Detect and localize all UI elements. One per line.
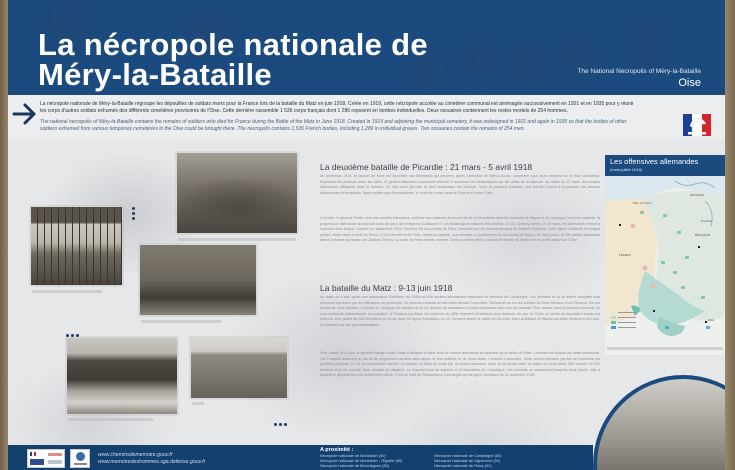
- map-caption: [607, 347, 723, 350]
- photo-ruined-staircase: [30, 206, 123, 286]
- map-german-offensives: [605, 155, 725, 355]
- section-paragraph: Au printemps 1918, le rapport de force est favorable aux Allemands qui peuvent, après l'armistice de Brest-Litovsk, concentrer tous leurs moyens sur le front occidental. Exploitant les divisions entre les Alliés, le général allemand Ludendorff cherche à repousser les Britanniques sur les côtes de la Manche. Au matin du 21 mars, les troupes allemandes attaquent dans la Somme. En une seule journée, le front britannique est enfoncé. Sous la pression ennemie, une brèche s'ouvre à la jonction des armées britanniques et françaises. Après quatre ans d'immobilisme, le front est rompu dans la Somme et dans l'Oise.: [320, 174, 600, 195]
- photo-caption: [141, 320, 221, 323]
- photo-battlefield: [190, 337, 288, 399]
- footer-bar: [8, 445, 593, 470]
- section-paragraph: À la hâte, le général Pétain, chef des armées françaises, mobilise ses réserves et envoie les 3e et 5e armées dans les secteurs de Noyon et de Lassigny. Les jours suivants, la progression allemande se poursuit sous les yeux de l'empereur Guillaume II. Les Britanniques refluent vers Amiens. Le 24, Chauny tombe. Le 25 mars, les Allemands entrent à nouveau dans Noyon. Comme en septembre 1914, l'ennemi est aux portes de Paris, menacée par les bombardements du Pariser Kanonen. Cette pièce d'artillerie de longue portée, située dans la forêt de Pinon, à 120 kilomètres de Paris, atteint la capitale. Les combats se poursuivent au sud-ouest de Noyon. En deux jours, la VIIe armée allemande atteint la Marne au niveau de Château-Thierry. La route de Paris semble ouverte. Dans un ultime effort, Ludendorff décide de porter une nouvelle action sur l'Oise.: [320, 216, 600, 243]
- title-line-2: Méry-la-Bataille: [38, 57, 272, 92]
- map-graphic: [605, 176, 725, 346]
- panel-frame-right: [725, 0, 735, 470]
- link-memoire-des-hommes[interactable]: www.memoiredeshommes.sga.defense.gouv.fr: [98, 459, 206, 465]
- map-subtitle: (mars-juillet 1918): [610, 167, 643, 172]
- more-dots-icon: [66, 324, 81, 328]
- department-label: Oise: [678, 77, 701, 89]
- header-banner: [8, 0, 725, 95]
- photo-soldiers-group: [176, 152, 298, 234]
- section-title-picardie: La deuxième bataille de Picardie : 21 mars - 5 avril 1918: [320, 162, 533, 172]
- intro-band: [8, 95, 725, 140]
- photo-stone-building: [139, 244, 257, 316]
- photo-caption: [178, 238, 296, 241]
- onac-vg-logo: [70, 449, 90, 468]
- page-title: [38, 27, 428, 92]
- section-title-matz: La bataille du Matz : 9-13 juin 1918: [320, 283, 453, 293]
- photo-caption: [192, 402, 204, 405]
- nearby-necropolis-item: Nécropole nationale de Montdidier - l'Égalité (80): [320, 459, 403, 463]
- link-chemins-de-memoire[interactable]: www.cheminsdememoire.gouv.fr: [98, 452, 173, 458]
- section-paragraph: Au matin du 9 juin, après une préparation d'artillerie, les XVIIIe et VIIe armées allemandes s'élancent en direction de Compiègne. Les hommes de la 3e armée française sont durement éprouvés par les offensives du printemps. De violents combats se déroulent devant Courcelles, Thiescourt ou sur les collines du Mont-Renaud et du Piémont. Sur les pentes de cette dernière, à l'ouest de Lassigny, les troupes de la 1re division de cuirassiers à pieds repoussent avec brio les assauts. Pour autant, sous la pression ennemie, ils sont contraints d'abandonner leur position. À Ressons-sur-Matz, les hommes du 289e régiment d'infanterie sont décimés. Au soir du 9 juin, le centre du dispositif français est enfoncé. Une poche de huit kilomètres se forme dans les lignes françaises. Le 10, l'ennemi atteint la vallée de l'Aronde. Méry-la-Bataille et Marest-sur-Matz tombent à leur tour. La situation est des plus dramatiques.: [320, 295, 600, 327]
- nearby-necropolis-item: Nécropole nationale de Vignemont (60): [434, 459, 500, 463]
- subtitle-english: The National Necropolis of Méry-la-Bataille: [577, 68, 701, 75]
- svg-text:PAYS-BAS: PAYS-BAS: [690, 193, 705, 197]
- nearby-necropolis-item: Nécropole nationale de Beuvraignes (80): [320, 464, 390, 468]
- more-dots-icon: [274, 413, 289, 417]
- svg-text:BELGIQUE: BELGIQUE: [695, 233, 711, 237]
- information-panel: [8, 0, 725, 470]
- photo-caption: [32, 290, 102, 293]
- intro-text-french: La nécropole nationale de Méry-la-Bataille regroupe les dépouilles de soldats morts pour la France lors de la bataille du Matz en juin 1918. Créée en 1919, cette nécropole accolée au cimetière communal est aménagée successivement en 1921 et en 1935 pour y réunir les corps d'autres soldats exhumés des différents cimetières provisoires de l'Oise. Cette dernière rassemble 1 536 corps français dont 1 286 reposent en tombes individuelles. Deux ossuaires contiennent les restes mortels de 254 hommes.: [40, 101, 634, 114]
- nearby-title: A proximité :: [320, 447, 354, 453]
- title-line-1: La nécropole nationale de: [38, 27, 428, 62]
- map-header: [605, 155, 725, 176]
- svg-text:Paris: Paris: [708, 319, 714, 322]
- photo-soldiers-road: [66, 337, 178, 415]
- intro-text-english: The national necropolis of Méry-la-Bataille contains the remains of soldiers who died for France during the Battle of the Matz in June 1918. Created in 1919 and adjoining the municipal cemetery, it was redesigned in 1921 and again in 1935 so that the bodies of other soldiers exhumed from various temporary cemeteries in the Oise could be brought there. The necropolis contains 1,536 French bodies, including 1,286 in individual graves. Two ossuaries contain the remains of 254 men.: [40, 119, 627, 132]
- republique-francaise-sga-logo: [27, 449, 65, 468]
- nearby-necropolis-item: Nécropole nationale de Roiny (60): [434, 464, 492, 468]
- map-title: Les offensives allemandes: [610, 157, 699, 166]
- photo-caption: [68, 418, 153, 421]
- panel-frame-left: [0, 0, 8, 470]
- arrow-right-icon: [12, 101, 38, 127]
- nearby-necropolis-item: Nécropole nationale de Montdidier (80): [320, 454, 386, 458]
- svg-text:Mer du Nord: Mer du Nord: [633, 201, 652, 205]
- svg-text:FRANCE: FRANCE: [619, 253, 631, 257]
- onac-flag-logo-icon: [680, 112, 714, 140]
- svg-text:Bruxelles: Bruxelles: [701, 220, 713, 223]
- nearby-necropolis-item: Nécropole nationale de Compiègne (60): [434, 454, 502, 458]
- section-paragraph: Pour autant, le 11 juin, le général Mangin reçoit l'ordre d'attaquer le flanc droit de l'armée allemande en direction de la vallée du Matz. L'ennemi est surpris par cette manœuvre. Les Français avancent si vite qu'ils progressent au-delà sans appui de leur artillerie et de leurs chars. L'ennemi s'accroche. Cette contre-offensive permet de reprendre les positions perdues. Le 13, le mouvement s'arrête. La bataille du Matz se solde par un échec allemand. Mais, la 3e armée vient de payer un lourd tribut. Elle compte 40 000 hommes hors de combat, tués, blessés ou disparus. Le nouveau front se stabilise à 10 kilomètres de Compiègne. Les combats se poursuivent jusqu'au mois d'août, date à laquelle le département est entièrement libéré. C'est en forêt de Rethondes à Compiègne qu'est signé l'armistice du 11 novembre 1918.: [320, 351, 600, 378]
- more-dots-icon: [132, 207, 136, 222]
